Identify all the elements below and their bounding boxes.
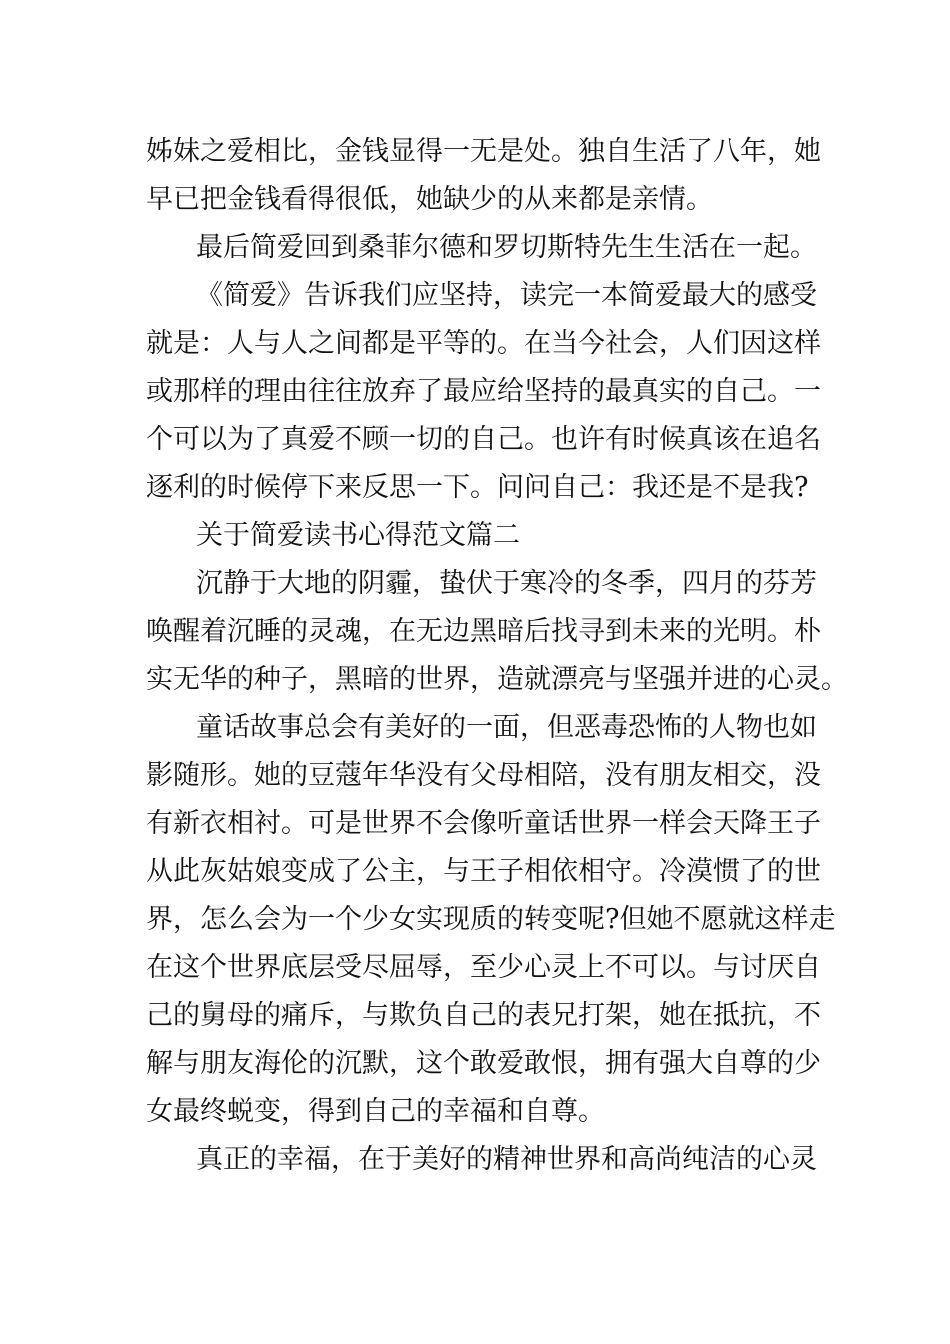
text-line: 在这个世界底层受尽屈辱，至少心灵上不可以。与讨厌自 (146, 952, 821, 983)
text-line: 界，怎么会为一个少女实现质的转变呢?但她不愿就这样走 (146, 904, 836, 935)
text-line: 沉静于大地的阴霾，蛰伏于寒冷的冬季，四月的芬芳 (196, 568, 817, 599)
text-line: 从此灰姑娘变成了公主，与王子相依相守。冷漠惯了的世 (146, 856, 821, 887)
text-line: 姊妹之爱相比，金钱显得一无是处。独自生活了八年，她 (146, 136, 821, 167)
text-line: 就是：人与人之间都是平等的。在当今社会，人们因这样 (146, 328, 821, 359)
text-line: 或那样的理由往往放弃了最应给坚持的最真实的自己。一 (146, 376, 821, 407)
body-text (146, 128, 848, 1184)
text-line: 最后简爱回到桑菲尔德和罗切斯特先生生活在一起。 (196, 232, 817, 263)
text-line: 己的舅母的痛斥，与欺负自己的表兄打架，她在抵抗，不 (146, 1000, 821, 1031)
text-line: 早已把金钱看得很低，她缺少的从来都是亲情。 (146, 184, 713, 215)
text-line: 有新衣相衬。可是世界不会像听童话世界一样会天降王子 (146, 808, 821, 839)
text-line: 逐利的时候停下来反思一下。问问自己：我还是不是我? (146, 472, 809, 503)
text-line: 解与朋友海伦的沉默，这个敢爱敢恨，拥有强大自尊的少 (146, 1048, 821, 1079)
text-line: 实无华的种子，黑暗的世界，造就漂亮与坚强并进的心灵。 (146, 664, 848, 695)
text-line: 个可以为了真爱不顾一切的自己。也许有时候真该在追名 (146, 424, 821, 455)
text-line: 影随形。她的豆蔻年华没有父母相陪，没有朋友相交，没 (146, 760, 821, 791)
text-line: 《简爱》告诉我们应坚持，读完一本简爱最大的感受 (196, 280, 817, 311)
text-line: 女最终蜕变，得到自己的幸福和自尊。 (146, 1096, 605, 1127)
text-line: 唤醒着沉睡的灵魂，在无边黑暗后找寻到未来的光明。朴 (146, 616, 821, 647)
text-line: 关于简爱读书心得范文篇二 (196, 520, 520, 551)
text-line: 真正的幸福，在于美好的精神世界和高尚纯洁的心灵 (196, 1144, 817, 1175)
text-line: 童话故事总会有美好的一面，但恶毒恐怖的人物也如 (196, 712, 817, 743)
